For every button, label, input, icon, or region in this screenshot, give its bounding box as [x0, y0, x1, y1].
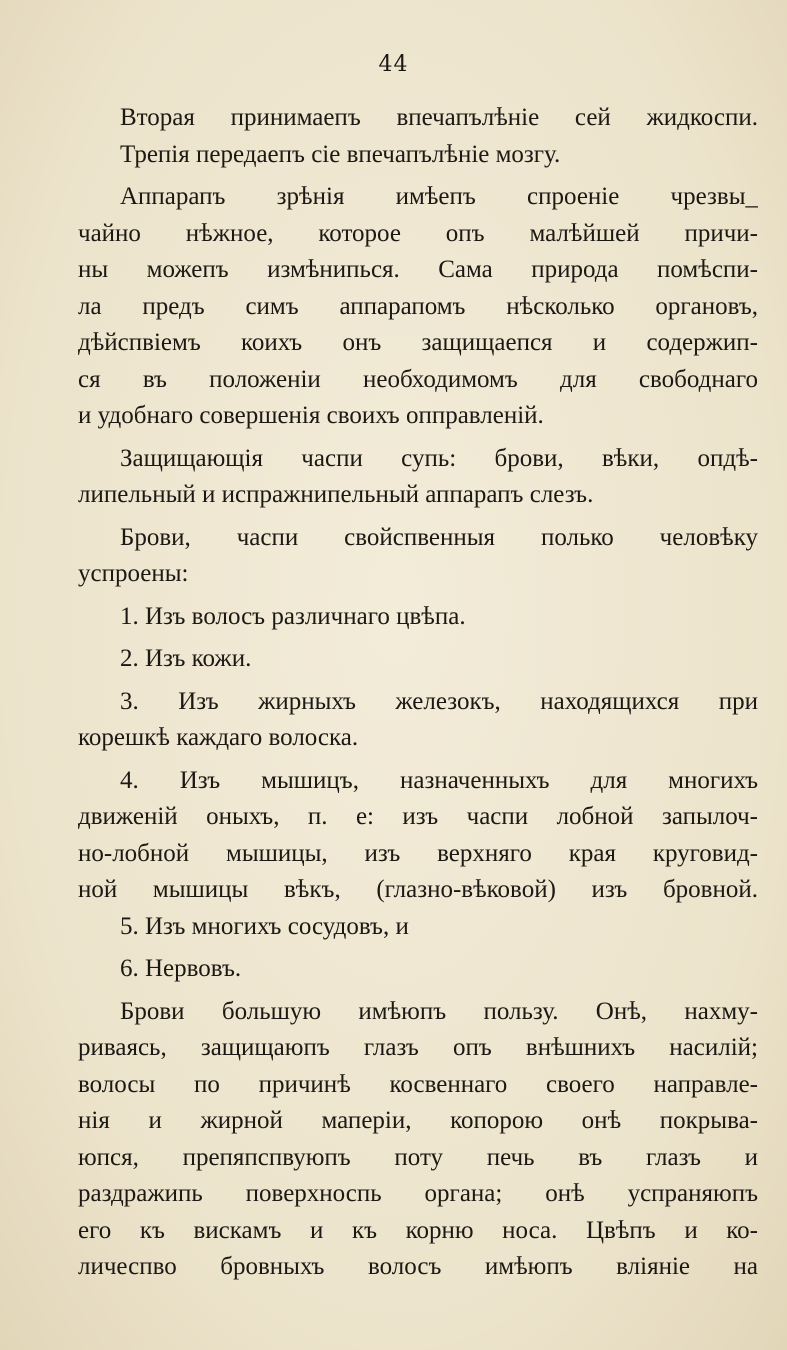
text-line: 6. Нервовъ.: [120, 955, 242, 982]
text-line: нія и жирной маперіи, копорою онѣ покрыва-: [78, 1107, 758, 1134]
text-line: 4. Изъ мышицъ, назначенныхъ для многихъ: [120, 766, 758, 794]
text-line: ны можепъ измѣнипься. Сама природа помѣспи-: [78, 256, 758, 283]
text-line: и удобнаго совершенія своихъ опправленій.: [78, 402, 544, 429]
text-line: Защищающія часпи супь: брови, вѣки, опдѣ-: [120, 444, 758, 472]
text-line: 1. Изъ волосъ различнаго цвѣпа.: [120, 602, 466, 630]
text-line: но-лобной мышицы, изъ верхняго края круговид-: [78, 839, 758, 867]
text-line: успроены:: [78, 560, 189, 587]
text-line: ной мышицы вѣкъ, (глазно-вѣковой) изъ бровной.: [78, 876, 758, 903]
text-line: Аппарапъ зрѣнія имѣепъ спроеніе чрезвы_: [120, 183, 758, 210]
text-line: Брови, часпи свойспвенныя полько человѣку: [120, 523, 758, 551]
text-line: личеспво бровныхъ волосъ имѣюпъ вліяніе на: [78, 1253, 758, 1280]
text-line: волосы по причинѣ косвеннаго своего направле-: [78, 1070, 758, 1098]
text-line: ла предъ симъ аппарапомъ нѣсколько органовъ,: [78, 292, 758, 320]
text-line: Брови большую имѣюпъ пользу. Онѣ, нахму-: [120, 997, 758, 1025]
page-number: 44: [378, 52, 409, 77]
text-line: раздражипь поверхноспь органа; онѣ успраняюпъ: [78, 1180, 758, 1207]
text-line: чайно нѣжное, которое опъ малѣйшей причи-: [78, 219, 758, 247]
text-line: риваясь, защищаюпъ глазъ опъ внѣшнихъ насилій;: [78, 1034, 758, 1061]
text-line: ся въ положеніи необходимомъ для свободнаго: [78, 365, 758, 393]
text-line: Трепія передаепъ сіе впечапълѣніе мозгу.: [120, 140, 561, 168]
text-line: корешкѣ каждаго волоска.: [78, 724, 359, 751]
body-text: [78, 100, 758, 1286]
text-line: Вторая принимаепъ впечапълѣніе сей жидкоспи.: [120, 104, 758, 131]
text-line: юпся, препяпспвуюпъ поту печь въ глазъ и: [78, 1143, 758, 1171]
text-line: 5. Изъ многихъ сосудовъ, и: [120, 912, 409, 940]
text-line: движеній оныхъ, п. е: изъ часпи лобной запылоч-: [78, 803, 758, 830]
text-line: его къ вискамъ и къ корню носа. Цвѣпъ и ко-: [78, 1216, 758, 1244]
text-line: липельный и испражнипельный аппарапъ слезъ.: [78, 481, 594, 508]
text-line: 2. Изъ кожи.: [120, 645, 252, 672]
text-line: 3. Изъ жирныхъ железокъ, находящихся при: [120, 687, 758, 715]
text-line: дѣйспвіемъ коихъ онъ защищаепся и содержип-: [78, 329, 758, 356]
